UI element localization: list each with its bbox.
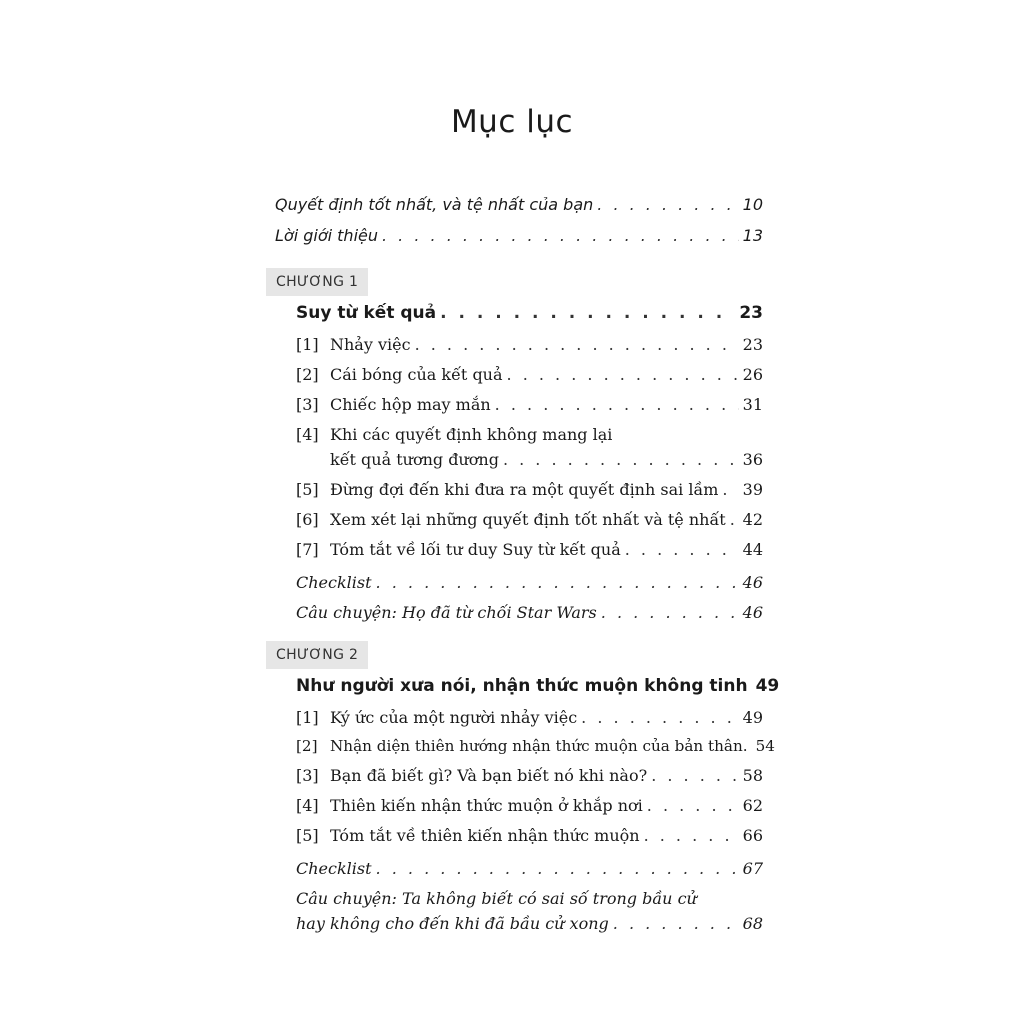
toc-extra-entry-line2[interactable] [296, 914, 763, 933]
extra-title: Checklist [296, 859, 372, 878]
leader-dots [644, 826, 739, 845]
toc-section-entry[interactable] [296, 708, 763, 727]
section-page: 44 [742, 540, 763, 559]
leader-dots [613, 914, 739, 933]
leader-dots [440, 303, 735, 323]
leader-dots [647, 796, 739, 815]
toc-entry-title: Lời giới thiệu [275, 226, 378, 245]
section-page: 23 [742, 335, 763, 354]
extra-page: 67 [742, 859, 763, 878]
leader-dots [730, 510, 739, 529]
section-number: [5] [296, 480, 319, 499]
chapter-title: Suy từ kết quả [296, 303, 437, 323]
toc-section-entry[interactable] [296, 480, 763, 499]
section-page: 36 [742, 450, 763, 469]
toc-section-entry[interactable] [296, 335, 763, 354]
leader-dots [495, 395, 739, 414]
extra-title-line1: Câu chuyện: Ta không biết có sai số trong bầu cử [296, 889, 697, 908]
extra-title: hay không cho đến khi đã bầu cử xong [296, 914, 609, 933]
section-number: [1] [296, 335, 319, 354]
leader-dots [581, 708, 738, 727]
section-page: 26 [742, 365, 763, 384]
section-page: 39 [742, 480, 763, 499]
section-title: kết quả tương đương [330, 450, 499, 469]
section-number: [2] [296, 737, 318, 755]
leader-dots [722, 480, 738, 499]
toc-extra-entry[interactable] [296, 603, 763, 622]
section-title: Bạn đã biết gì? Và bạn biết nó khi nào? [330, 766, 648, 785]
chapter-label: CHƯƠNG 2 [266, 641, 368, 669]
section-number: [4] [296, 425, 319, 444]
toc-section-entry[interactable] [296, 796, 763, 815]
chapter-page: 49 [755, 676, 780, 696]
toc-extra-entry-line1[interactable] [296, 889, 763, 908]
leader-dots [376, 859, 739, 878]
leader-dots [503, 450, 739, 469]
toc-section-entry[interactable] [296, 540, 763, 559]
toc-section-entry[interactable] [296, 365, 763, 384]
toc-section-entry[interactable] [296, 395, 763, 414]
leader-dots [651, 766, 738, 785]
section-page: 31 [742, 395, 763, 414]
section-title: Đừng đợi đến khi đưa ra một quyết định sai lầm [330, 480, 719, 499]
toc-section-entry[interactable] [296, 510, 763, 529]
toc-entry-title: Quyết định tốt nhất, và tệ nhất của bạn [275, 195, 594, 214]
chapter-page: 23 [739, 303, 763, 323]
section-number: [3] [296, 395, 319, 414]
section-number: [5] [296, 826, 319, 845]
toc-section-entry[interactable] [296, 766, 763, 785]
toc-section-entry[interactable] [296, 826, 763, 845]
section-title: Xem xét lại những quyết định tốt nhất và tệ nhất [330, 510, 726, 529]
section-title: Cái bóng của kết quả [330, 365, 503, 384]
page-title: Mục lục [450, 104, 574, 140]
chapter-label: CHƯƠNG 1 [266, 268, 368, 296]
toc-section-entry[interactable] [296, 737, 775, 755]
leader-dots [597, 195, 738, 214]
section-title: Thiên kiến nhận thức muộn ở khắp nơi [330, 796, 643, 815]
toc-extra-entry[interactable] [296, 573, 763, 592]
leader-dots [601, 603, 739, 622]
section-title: Chiếc hộp may mắn [330, 395, 491, 414]
section-page: 58 [742, 766, 763, 785]
extra-title: Câu chuyện: Họ đã từ chối Star Wars [296, 603, 597, 622]
extra-title: Checklist [296, 573, 372, 592]
leader-dots [376, 573, 739, 592]
section-number: [6] [296, 510, 319, 529]
leader-dots [415, 335, 739, 354]
section-title: Nhảy việc [330, 335, 411, 354]
leader-dots [507, 365, 739, 384]
section-number: [4] [296, 796, 319, 815]
extra-page: 46 [742, 573, 763, 592]
toc-entry-page: 10 [742, 195, 763, 214]
section-number: [1] [296, 708, 319, 727]
section-page: 42 [742, 510, 763, 529]
leader-dots [625, 540, 739, 559]
chapter-title-entry[interactable] [296, 676, 780, 696]
section-page: 62 [742, 796, 763, 815]
extra-page: 68 [742, 914, 763, 933]
section-title: Tóm tắt về thiên kiến nhận thức muộn [330, 826, 640, 845]
chapter-title-entry[interactable] [296, 303, 763, 323]
section-page: 66 [742, 826, 763, 845]
extra-page: 46 [742, 603, 763, 622]
section-title: Ký ức của một người nhảy việc [330, 708, 578, 727]
section-title: Nhận diện thiên hướng nhận thức muộn của bản thân. [330, 737, 748, 755]
section-page: 54 [755, 737, 775, 755]
section-number: [7] [296, 540, 319, 559]
section-title-line1: Khi các quyết định không mang lại [330, 425, 613, 444]
toc-entry-page: 13 [742, 226, 763, 245]
section-number: [2] [296, 365, 319, 384]
toc-entry-introduction[interactable] [275, 226, 763, 245]
chapter-title: Như người xưa nói, nhận thức muộn không tinh [296, 676, 748, 696]
toc-extra-entry[interactable] [296, 859, 763, 878]
toc-section-entry-line1[interactable] [296, 425, 763, 444]
leader-dots [382, 226, 739, 245]
section-title: Tóm tắt về lối tư duy Suy từ kết quả [330, 540, 621, 559]
toc-section-entry-line2[interactable] [320, 450, 763, 469]
section-page: 49 [742, 708, 763, 727]
section-number: [3] [296, 766, 319, 785]
toc-entry-preface[interactable] [275, 195, 763, 214]
